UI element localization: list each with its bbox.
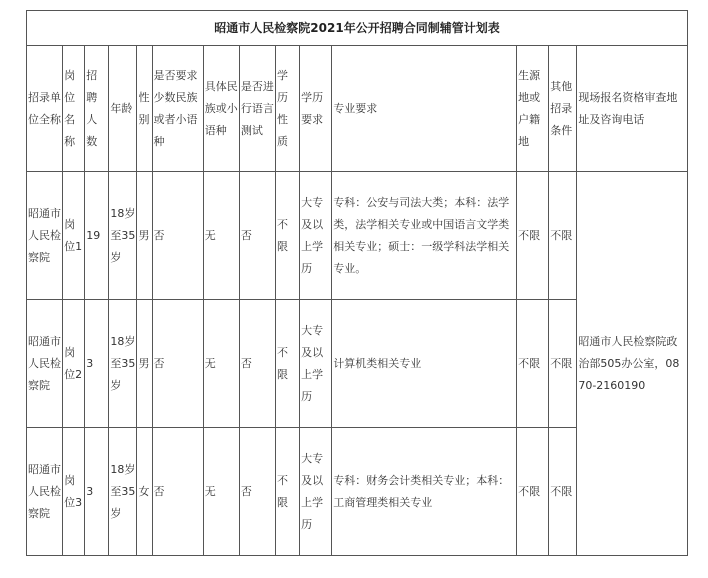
header-minority-lang: 是否要求少数民族或者小语种 <box>152 46 203 172</box>
table-row <box>27 172 688 300</box>
header-count: 招聘人数 <box>85 46 109 172</box>
cell-education-req: 大专及以上学历 <box>300 300 332 428</box>
cell-origin: 不限 <box>517 172 549 300</box>
cell-education-req: 大专及以上学历 <box>300 428 332 556</box>
cell-test: 否 <box>239 428 275 556</box>
header-major: 专业要求 <box>332 46 517 172</box>
cell-other: 不限 <box>549 300 577 428</box>
cell-age: 18岁至35岁 <box>109 428 137 556</box>
header-unit: 招录单位全称 <box>27 46 63 172</box>
recruitment-plan-table-container <box>26 10 688 556</box>
cell-post: 岗位3 <box>63 428 85 556</box>
cell-education-nature: 不限 <box>276 172 300 300</box>
header-row <box>27 46 688 172</box>
cell-minority-lang: 否 <box>152 428 203 556</box>
cell-major: 专科：财务会计类相关专业；本科：工商管理类相关专业 <box>332 428 517 556</box>
cell-count: 19 <box>85 172 109 300</box>
cell-gender: 女 <box>137 428 152 556</box>
cell-minority-lang: 否 <box>152 172 203 300</box>
cell-age: 18岁至35岁 <box>109 300 137 428</box>
header-post: 岗位名称 <box>63 46 85 172</box>
cell-test: 否 <box>239 300 275 428</box>
cell-education-nature: 不限 <box>276 300 300 428</box>
header-origin: 生源地或户籍地 <box>517 46 549 172</box>
cell-post: 岗位2 <box>63 300 85 428</box>
header-other: 其他招录条件 <box>549 46 577 172</box>
cell-age: 18岁至35岁 <box>109 172 137 300</box>
cell-ethnic: 无 <box>203 428 239 556</box>
header-ethnic: 具体民族或小语种 <box>203 46 239 172</box>
cell-major: 计算机类相关专业 <box>332 300 517 428</box>
cell-gender: 男 <box>137 172 152 300</box>
cell-unit: 昭通市人民检察院 <box>27 300 63 428</box>
recruitment-plan-table <box>26 10 688 556</box>
cell-unit: 昭通市人民检察院 <box>27 428 63 556</box>
cell-minority-lang: 否 <box>152 300 203 428</box>
cell-origin: 不限 <box>517 428 549 556</box>
cell-unit: 昭通市人民检察院 <box>27 172 63 300</box>
cell-count: 3 <box>85 428 109 556</box>
header-address: 现场报名资格审查地址及咨询电话 <box>577 46 688 172</box>
cell-education-req: 大专及以上学历 <box>300 172 332 300</box>
cell-other: 不限 <box>549 172 577 300</box>
cell-education-nature: 不限 <box>276 428 300 556</box>
cell-gender: 男 <box>137 300 152 428</box>
cell-other: 不限 <box>549 428 577 556</box>
header-education-nature: 学历性质 <box>276 46 300 172</box>
cell-count: 3 <box>85 300 109 428</box>
header-test: 是否进行语言测试 <box>239 46 275 172</box>
table-title: 昭通市人民检察院2021年公开招聘合同制辅管计划表 <box>27 11 688 46</box>
header-age: 年龄 <box>109 46 137 172</box>
header-education-req: 学历要求 <box>300 46 332 172</box>
cell-ethnic: 无 <box>203 300 239 428</box>
cell-test: 否 <box>239 172 275 300</box>
cell-major: 专科：公安与司法大类；本科：法学类，法学相关专业或中国语言文学类相关专业；硕士：一级学科法学相关专业。 <box>332 172 517 300</box>
cell-ethnic: 无 <box>203 172 239 300</box>
cell-post: 岗位1 <box>63 172 85 300</box>
cell-origin: 不限 <box>517 300 549 428</box>
header-gender: 性别 <box>137 46 152 172</box>
cell-address: 昭通市人民检察院政治部505办公室，0870-2160190 <box>577 172 688 556</box>
